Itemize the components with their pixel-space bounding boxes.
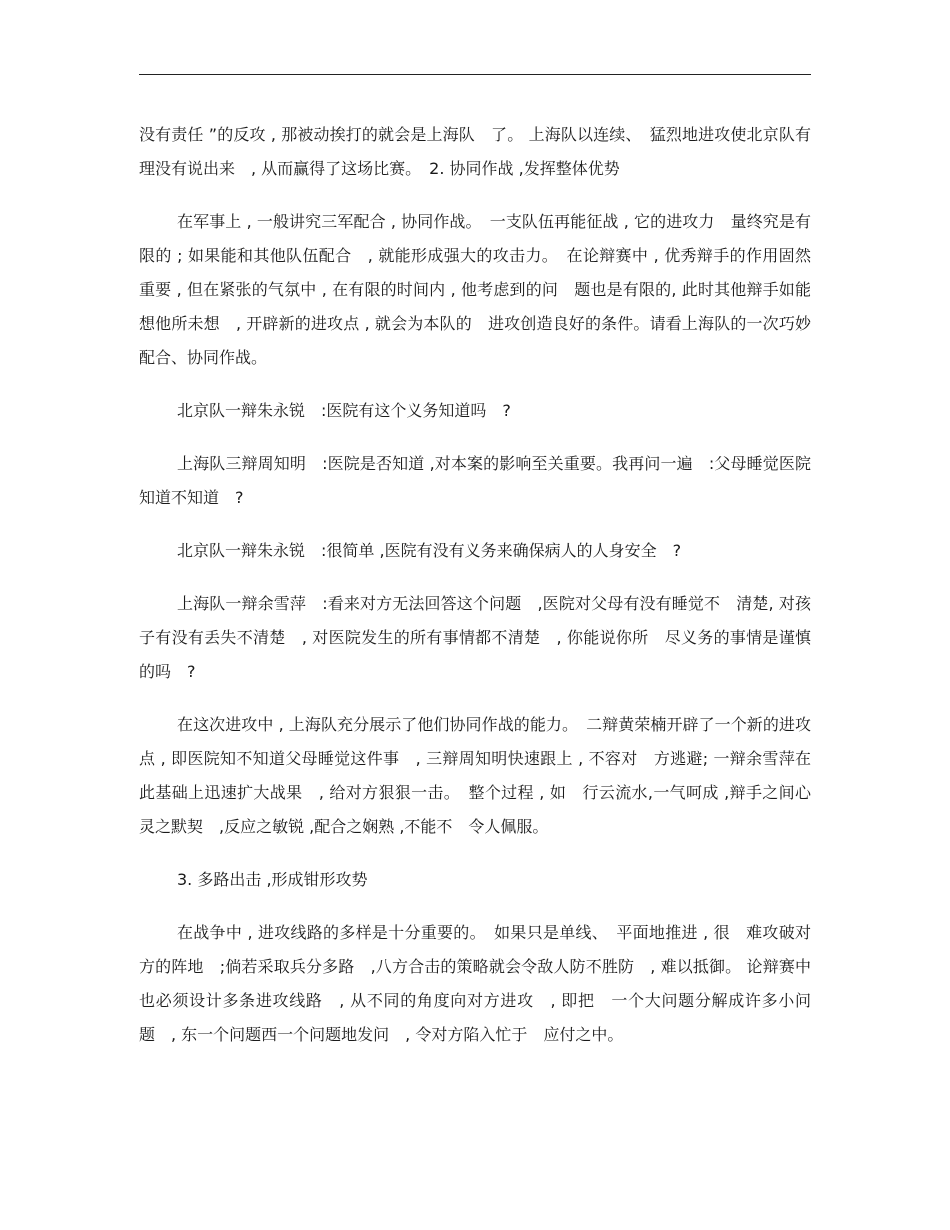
dialogue-shanghai-1: 上海队一辩余雪萍 :看来对方无法回答这个问题 ,医院对父母有没有睡觉不 清楚, 对孩子有没有丢失不清楚 , 对医院发生的所有事情都不清楚 , 你能说你所 尽义务的事情是谨慎的吗 ? (139, 594, 811, 681)
paragraph-military-coordination: 在军事上 , 一般讲究三军配合 , 协同作战。 一支队伍再能征战 , 它的进攻力 量终究是有限的 ; 如果能和其他队伍配合 , 就能形成强大的攻击力。 在论辩赛中 , 优秀辩手的作用固然重要 , 但在紧张的气氛中 , 在有限的时间内 , 他考虑到的问 题也是有限的, 此时其他辩手如能想他所未想 , 开辟新的进攻点 , 就会为本队的 进攻创造良好的条件。请看上海队的一次巧妙配合、协同作战。 (139, 212, 811, 367)
dialogue-beijing-1: 北京队一辩朱永锐 :医院有这个义务知道吗 ? (177, 401, 511, 420)
body-text (139, 118, 811, 1071)
paragraph-continuation: 没有责任 ”的反攻 , 那被动挨打的就会是上海队 了。 上海队以连续、 猛烈地进攻使北京队有理没有说出来 , 从而赢得了这场比赛。 2. 协同作战 ,发挥整体优势 (139, 125, 811, 178)
dialogue-shanghai-3: 上海队三辩周知明 :医院是否知道 ,对本案的影响至关重要。我再问一遍 :父母睡觉医院知道不知道 ? (139, 454, 811, 507)
dialogue-beijing-2: 北京队一辩朱永锐 :很简单 ,医院有没有义务来确保病人的人身安全 ? (177, 541, 682, 560)
section-heading-3: 3. 多路出击 ,形成钳形攻势 (177, 870, 368, 889)
header-rule (139, 74, 811, 75)
paragraph-analysis: 在这次进攻中 , 上海队充分展示了他们协同作战的能力。 二辩黄荣楠开辟了一个新的进攻点 , 即医院知不知道父母睡觉这件事 , 三辩周知明快速跟上 , 不容对 方逃避; 一辩余雪萍在此基础上迅速扩大战果 , 给对方狠狠一击。 整个过程 , 如 行云流水,一气呵成 ,辩手之间心灵之默契 ,反应之敏锐 ,配合之娴熟 ,不能不 令人佩服。 (139, 715, 811, 836)
paragraph-multi-route: 在战争中 , 进攻线路的多样是十分重要的。 如果只是单线、 平面地推进 , 很 难攻破对方的阵地 ;倘若采取兵分多路 ,八方合击的策略就会令敌人防不胜防 , 难以抵御。 论辩赛中也必须设计多条进攻线路 , 从不同的角度向对方进攻 , 即把 一个大问题分解成许多小问题 , 东一个问题西一个问题地发问 , 令对方陷入忙于 应付之中。 (139, 923, 811, 1044)
